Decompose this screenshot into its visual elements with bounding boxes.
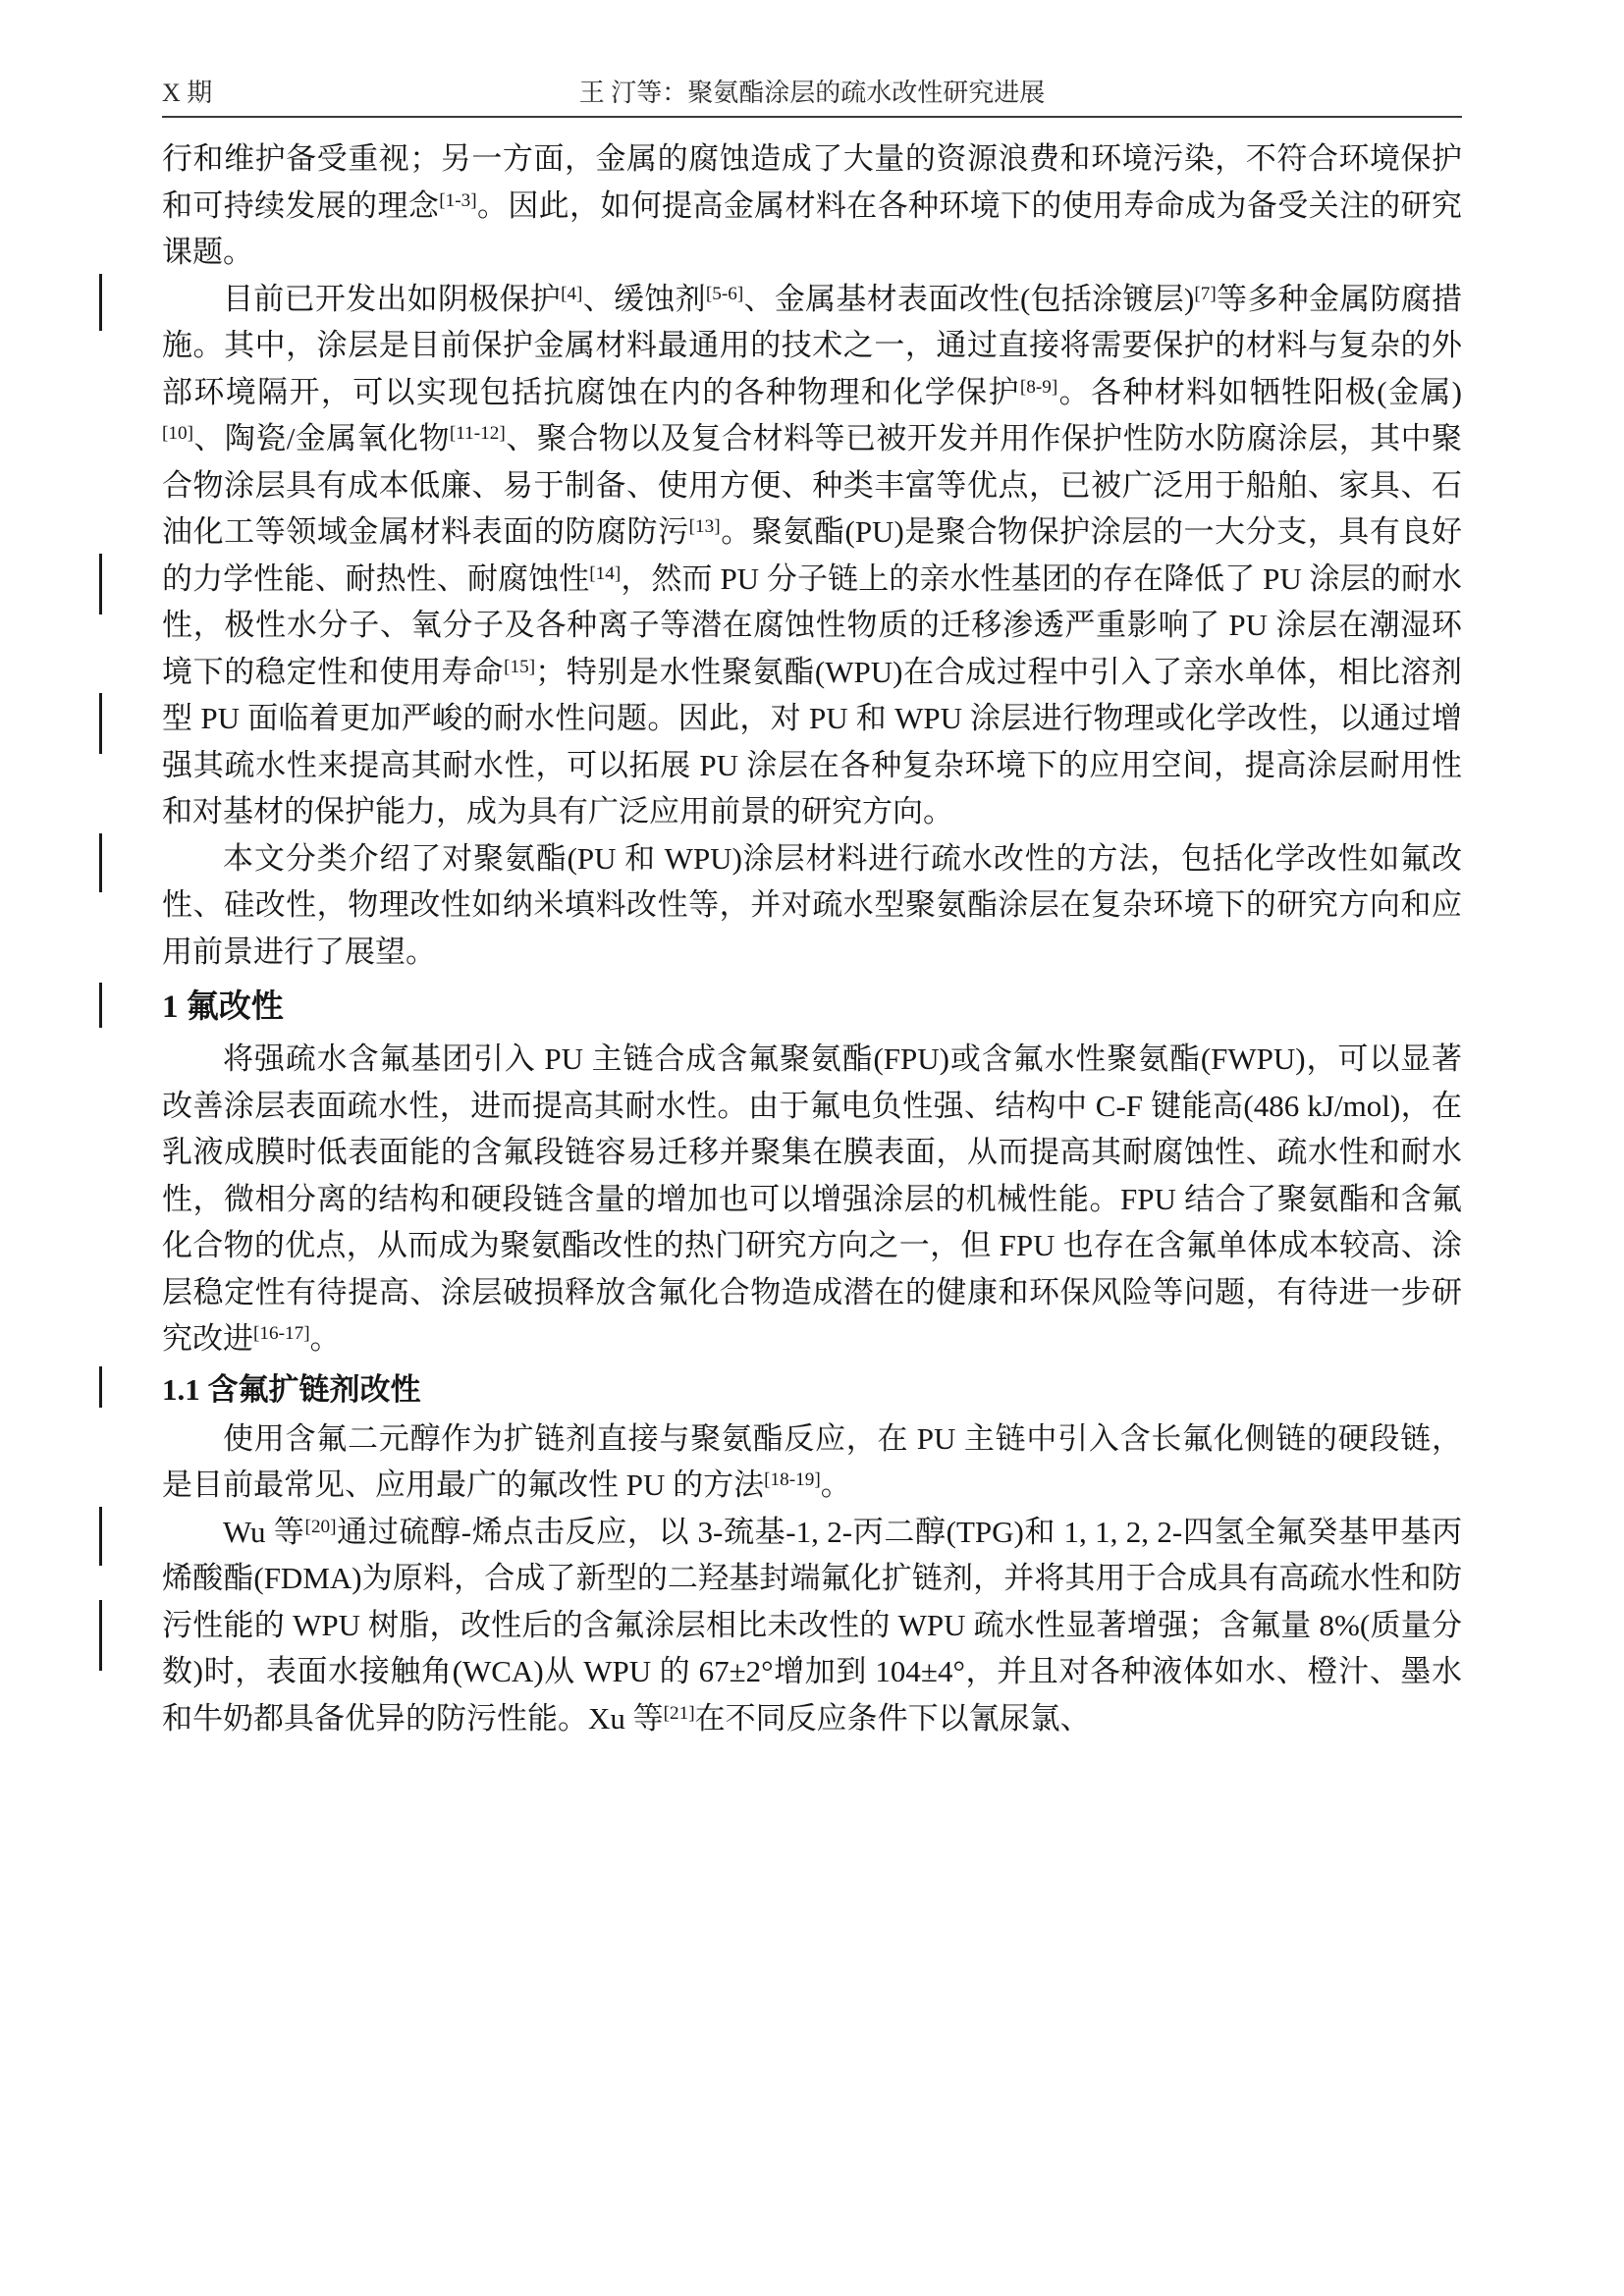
paragraph-paper-scope: 本文分类介绍了对聚氨酯(PU 和 WPU)涂层材料进行疏水改性的方法，包括化学改性如氟改性、硅改性，物理改性如纳米填料改性等，并对疏水型聚氨酯涂层在复杂环境下的研究方向和应用前景进行了展望。 <box>162 835 1462 976</box>
paragraph-chain-extender-method: 使用含氟二元醇作为扩链剂直接与聚氨酯反应，在 PU 主链中引入含长氟化侧链的硬段链，是目前最常见、应用最广的氟改性 PU 的方法[18-19]。 <box>162 1420 1462 1502</box>
change-bar <box>99 274 102 331</box>
paragraph-intro-continuation: 行和维护备受重视；另一方面，金属的腐蚀造成了大量的资源浪费和环境污染，不符合环境保护和可持续发展的理念[1-3]。因此，如何提高金属材料在各种环境下的使用寿命成为备受关注的研究课题。 <box>162 141 1463 269</box>
citation-ref: [7] <box>1194 283 1217 304</box>
citation-ref: [18-19] <box>764 1469 821 1491</box>
citation-ref: [8-9] <box>1019 376 1058 398</box>
citation-ref: [1-3] <box>439 189 477 211</box>
citation-ref: [13] <box>688 516 721 538</box>
subsection-heading-fluorinated-chain-extender: 1.1 含氟扩链剂改性 <box>162 1366 1462 1414</box>
running-title: 王 汀等：聚氨酯涂层的疏水改性研究进展 <box>578 79 1046 107</box>
change-bar <box>99 1507 102 1566</box>
paragraph-anticorrosion-measures: 目前已开发出如阴极保护[4]、缓蚀剂[5-6]、金属基材表面改性(包括涂镀层)[7]等多种金属防腐措施。其中，涂层是目前保护金属材料最通用的技术之一，通过直接将需要保护的材料与复杂的外部环境隔开，可以实现包括抗腐蚀在内的各种物理和化学保护[8-9]。各种材料如牺牲阳极(金属) [10]、陶瓷/金属氧化物[11-12]、聚合物以及复合材料等已被开发并用作保护性防水防腐涂层，其中聚合物涂层具有成本低廉、易于制备、使用方便、种类丰富等优点，已被广泛用于船舶、家具、石油化工等领域金属材料表面的防腐防污[13]。聚氨酯(PU)是聚合物保护涂层的一大分支，具有良好的力学性能、耐热性、耐腐蚀性[14]，然而 PU 分子链上的亲水性基团的存在降低了 PU 涂层的耐水性，极性水分子、氧分子及各种离子等潜在腐蚀性物质的迁移渗透严重影响了 PU 涂层在潮湿环境下的稳定性和使用寿命[15]；特别是水性聚氨酯(WPU)在合成过程中引入了亲水单体，相比溶剂型 PU 面临着更加严峻的耐水性问题。因此，对 PU 和 WPU 涂层进行物理或化学改性，以通过增强其疏水性来提高其耐水性，可以拓展 PU 涂层在各种复杂环境下的应用空间，提高涂层耐用性和对基材的保护能力，成为具有广泛应用前景的研究方向。 <box>162 276 1462 835</box>
change-bar <box>99 983 102 1028</box>
citation-ref: [20] <box>304 1516 337 1537</box>
section-heading-fluorine-modification: 1 氟改性 <box>162 983 1462 1032</box>
paragraph-fpu-overview: 将强疏水含氟基团引入 PU 主链合成含氟聚氨酯(FPU)或含氟水性聚氨酯(FWPU)，可以显著改善涂层表面疏水性，进而提高其耐水性。由于氟电负性强、结构中 C-F 键能高(486 kJ/mol)，在乳液成膜时低表面能的含氟段链容易迁移并聚集在膜表面，从而提高其耐腐蚀性、疏水性和耐水性，微相分离的结构和硬段链含量的增加也可以增强涂层的机械性能。FPU 结合了聚氨酯和含氟化合物的优点，从而成为聚氨酯改性的热门研究方向之一，但 FPU 也存在含氟单体成本较高、涂层稳定性有待提高、涂层破损释放含氟化合物造成潜在的健康和环保风险等问题，有待进一步研究改进[16-17]。 <box>162 1041 1462 1356</box>
citation-ref: [14] <box>589 562 622 584</box>
citation-ref: [10] <box>162 423 193 445</box>
citation-ref: [11-12] <box>449 423 506 445</box>
article-body <box>162 135 1462 1741</box>
paragraph-wu-xu-studies: Wu 等[20]通过硫醇-烯点击反应，以 3-巯基-1, 2-丙二醇(TPG)和 1, 1, 2, 2-四氢全氟癸基甲基丙烯酸酯(FDMA)为原料，合成了新型的二羟基封端氟化扩链剂，并将其用于合成具有高疏水性和防污性能的 WPU 树脂，改性后的含氟涂层相比未改性的 WPU 疏水性显著增强；含氟量 8%(质量分数)时，表面水接触角(WCA)从 WPU 的 67±2°增加到 104±4°，并且对各种液体如水、橙汁、墨水和牛奶都具备优异的防污性能。Xu 等[21]在不同反应条件下以氰尿氯、 <box>162 1509 1462 1742</box>
issue-label: X 期 <box>162 79 213 107</box>
change-bar <box>99 833 102 892</box>
change-bar <box>99 1366 102 1408</box>
header-rule <box>162 116 1462 118</box>
running-header-row <box>162 73 1462 108</box>
change-bar <box>99 693 102 754</box>
change-bar <box>99 1600 102 1671</box>
running-header <box>162 73 1462 118</box>
citation-ref: [15] <box>504 656 536 677</box>
citation-ref: [21] <box>663 1702 695 1724</box>
citation-ref: [16-17] <box>253 1323 310 1345</box>
citation-ref: [4] <box>561 283 583 304</box>
change-bar <box>99 554 102 614</box>
citation-ref: [5-6] <box>705 283 744 304</box>
